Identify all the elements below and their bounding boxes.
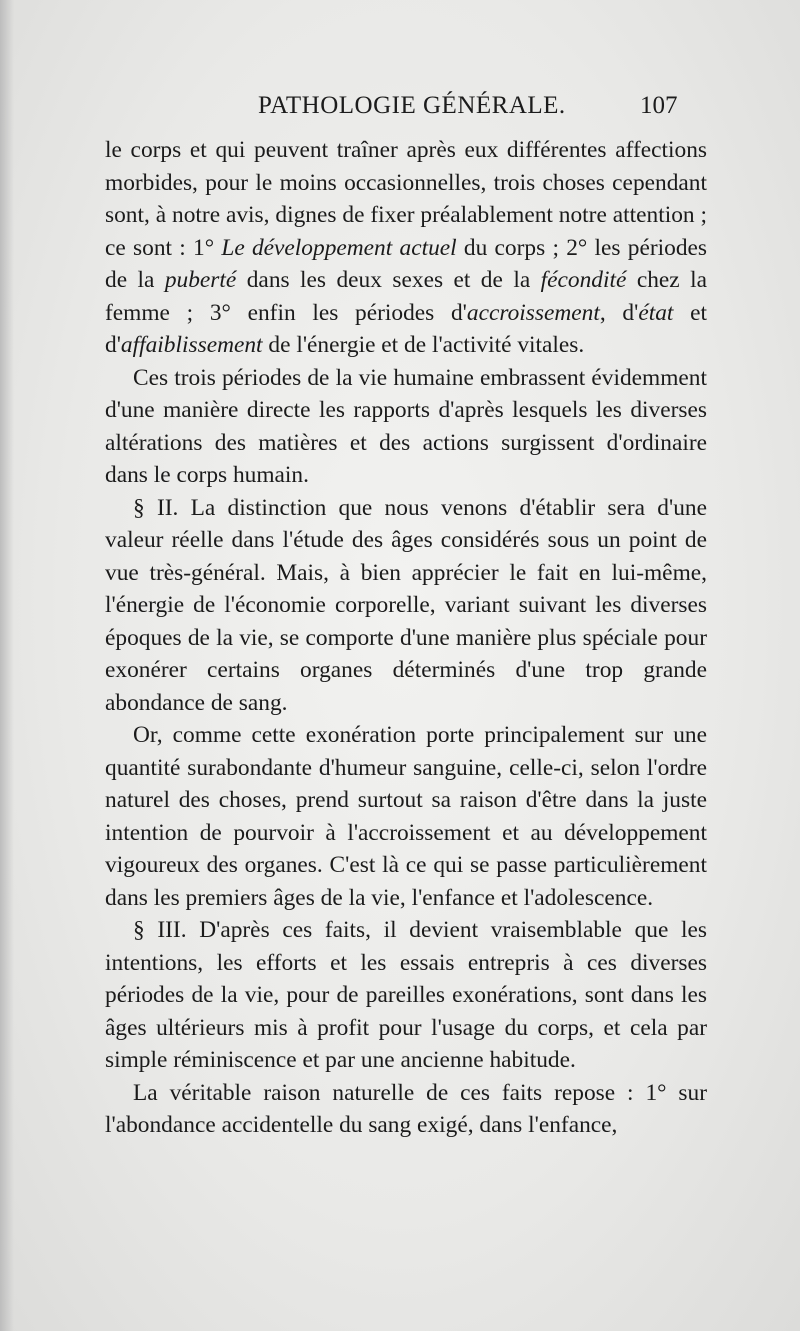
paragraph-6 (105, 1077, 707, 1142)
running-head (0, 92, 800, 126)
paragraph-1 (105, 134, 707, 362)
text-run: et d' (105, 299, 707, 358)
page-edge-shadow (0, 0, 14, 1331)
text-run: le corps et qui peuvent traîner après eux différentes affections morbides, pour le moins occasionnelles, trois choses cependant sont, à notre avis, dignes de fixer préalablement notre attention ; ce sont : 1° (105, 137, 707, 261)
italic-run: accroissement (466, 299, 600, 326)
running-title: PATHOLOGIE GÉNÉRALE. (258, 92, 566, 119)
italic-run: fécondité (540, 267, 627, 293)
text-run: Or, comme cette exonération porte principalement sur une quantité surabondante d'humeur sanguine, celle-ci, selon l'ordre naturel des choses, prend surtout sa raison d'être dans la juste intention de pourvoir à l'accroissement et au développement vigoureux des organes. C'est là ce qui se passe particulièrement dans les premiers âges de la vie, l'enfance et l'adolescence. (105, 722, 707, 911)
text-run: du corps ; 2° les périodes de la (105, 234, 707, 293)
paragraph-4 (105, 719, 707, 914)
italic-run: affaiblissement (120, 332, 263, 358)
paragraph-2 (105, 362, 707, 492)
text-run: Ces trois périodes de la vie humaine embrassent évidemment d'une manière directe les rapports d'après lesquels les diverses altérations des matières et des actions surgissent d'ordinaire dans le corps humain. (105, 364, 707, 488)
paragraph-5 (105, 914, 707, 1077)
italic-run: état (638, 299, 674, 326)
body-text (105, 134, 707, 1142)
text-run: La véritable raison naturelle de ces faits repose : 1° sur l'abondance accidentelle du sang exigé, dans l'enfance, (105, 1079, 707, 1138)
text-run: § II. La distinction que nous venons d'établir sera d'une valeur réelle dans l'étude des âges considérés sous un point de vue très-général. Mais, à bien apprécier le fait en lui-même, l'énergie de l'économie corporelle, variant suivant les diverses époques de la vie, se comporte d'une manière plus spéciale pour exonérer certains organes déterminés d'une trop grande abondance de sang. (105, 494, 707, 716)
text-run: § III. D'après ces faits, il devient vraisemblable que les intentions, les efforts et les essais entrepris à ces diverses périodes de la vie, pour de pareilles exonérations, sont dans les âges ultérieurs mis à profit pour l'usage du corps, et cela par simple réminiscence et par une ancienne habitude. (105, 917, 707, 1073)
text-run: , d' (599, 299, 639, 326)
italic-run: Le développement actuel (221, 234, 457, 261)
page-number: 107 (640, 92, 678, 119)
italic-run: puberté (164, 267, 237, 293)
text-run: dans les deux sexes et de la (236, 267, 541, 293)
text-run: chez la femme ; 3° enfin les périodes d' (105, 267, 707, 326)
paragraph-3 (105, 492, 707, 720)
text-run: de l'énergie et de l'activité vitales. (262, 332, 585, 358)
